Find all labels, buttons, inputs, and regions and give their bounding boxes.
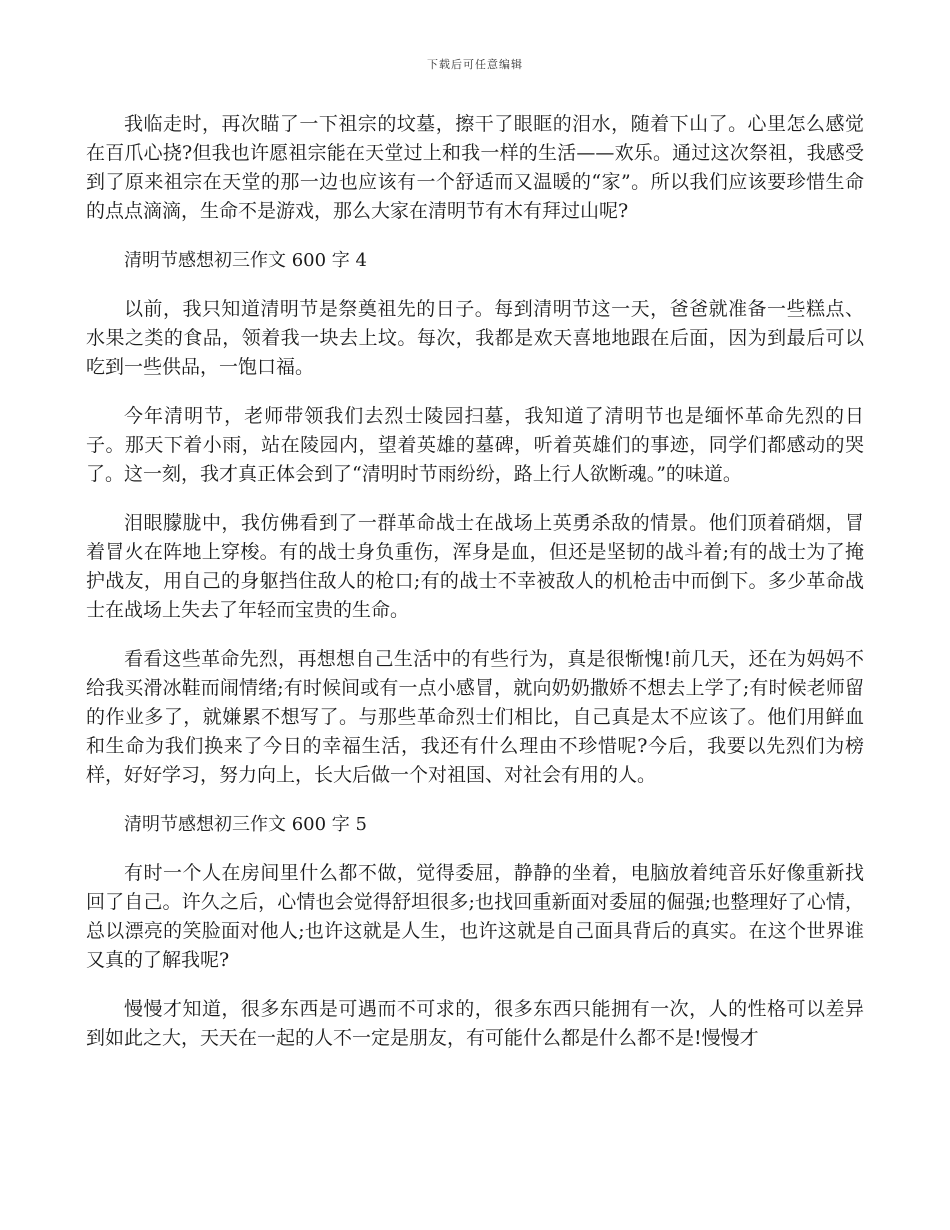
paragraph: 泪眼朦胧中，我仿佛看到了一群革命战士在战场上英勇杀敌的情景。他们顶着硝烟，冒着冒火在阵地上穿梭。有的战士身负重伤，浑身是血，但还是坚韧的战斗着;有的战士为了掩护战友，用自己的身躯挡住敌人的枪口;有的战士不幸被敌人的机枪击中而倒下。多少革命战士在战场上失去了年轻而宝贵的生命。 bbox=[86, 512, 864, 621]
paragraph: 有时一个人在房间里什么都不做，觉得委屈，静静的坐着，电脑放着纯音乐好像重新找回了自己。许久之后，心情也会觉得舒坦很多;也找回重新面对委屈的倔强;也整理好了心情，总以漂亮的笑脸面对他人;也许这就是人生，也许这就是自己面具背后的真实。在这个世界谁又真的了解我呢? bbox=[86, 862, 864, 971]
section-heading: 清明节感想初三作文 600 字 5 bbox=[124, 814, 367, 835]
page-header: 下载后可任意编辑 bbox=[427, 58, 523, 71]
paragraph: 看看这些革命先烈，再想想自己生活中的有些行为，真是很惭愧!前几天，还在为妈妈不给我买滑冰鞋而闹情绪;有时候间或有一点小感冒，就向奶奶撒娇不想去上学了;有时候老师留的作业多了，就嫌累不想写了。与那些革命烈士们相比，自己真是太不应该了。他们用鲜血和生命为我们换来了今日的幸福生活，我还有什么理由不珍惜呢?今后，我要以先烈们为榜样，好好学习，努力向上，长大后做一个对祖国、对社会有用的人。 bbox=[86, 648, 864, 786]
paragraph: 慢慢才知道，很多东西是可遇而不可求的，很多东西只能拥有一次，人的性格可以差异到如此之大，天天在一起的人不一定是朋友，有可能什么都是什么都不是!慢慢才 bbox=[86, 998, 864, 1049]
paragraph: 今年清明节，老师带领我们去烈士陵园扫墓，我知道了清明节也是缅怀革命先烈的日子。那天下着小雨，站在陵园内，望着英雄的墓碑，听着英雄们的事迹，同学们都感动的哭了。这一刻，我才真正体会到了“清明时节雨纷纷，路上行人欲断魂。”的味道。 bbox=[86, 405, 864, 485]
paragraph: 我临走时，再次瞄了一下祖宗的坟墓，擦干了眼眶的泪水，随着下山了。心里怎么感觉在百爪心挠?但我也许愿祖宗能在天堂过上和我一样的生活——欢乐。通过这次祭祖，我感受到了原来祖宗在天堂的那一边也应该有一个舒适而又温暖的“家”。所以我们应该要珍惜生命的点点滴滴，生命不是游戏，那么大家在清明节有木有拜过山呢? bbox=[86, 113, 864, 222]
paragraph: 以前，我只知道清明节是祭奠祖先的日子。每到清明节这一天，爸爸就准备一些糕点、水果之类的食品，领着我一块去上坟。每次，我都是欢天喜地地跟在后面，因为到最后可以吃到一些供品，一饱口福。 bbox=[86, 298, 864, 378]
section-heading: 清明节感想初三作文 600 字 4 bbox=[124, 250, 367, 271]
document-body bbox=[86, 110, 864, 1073]
